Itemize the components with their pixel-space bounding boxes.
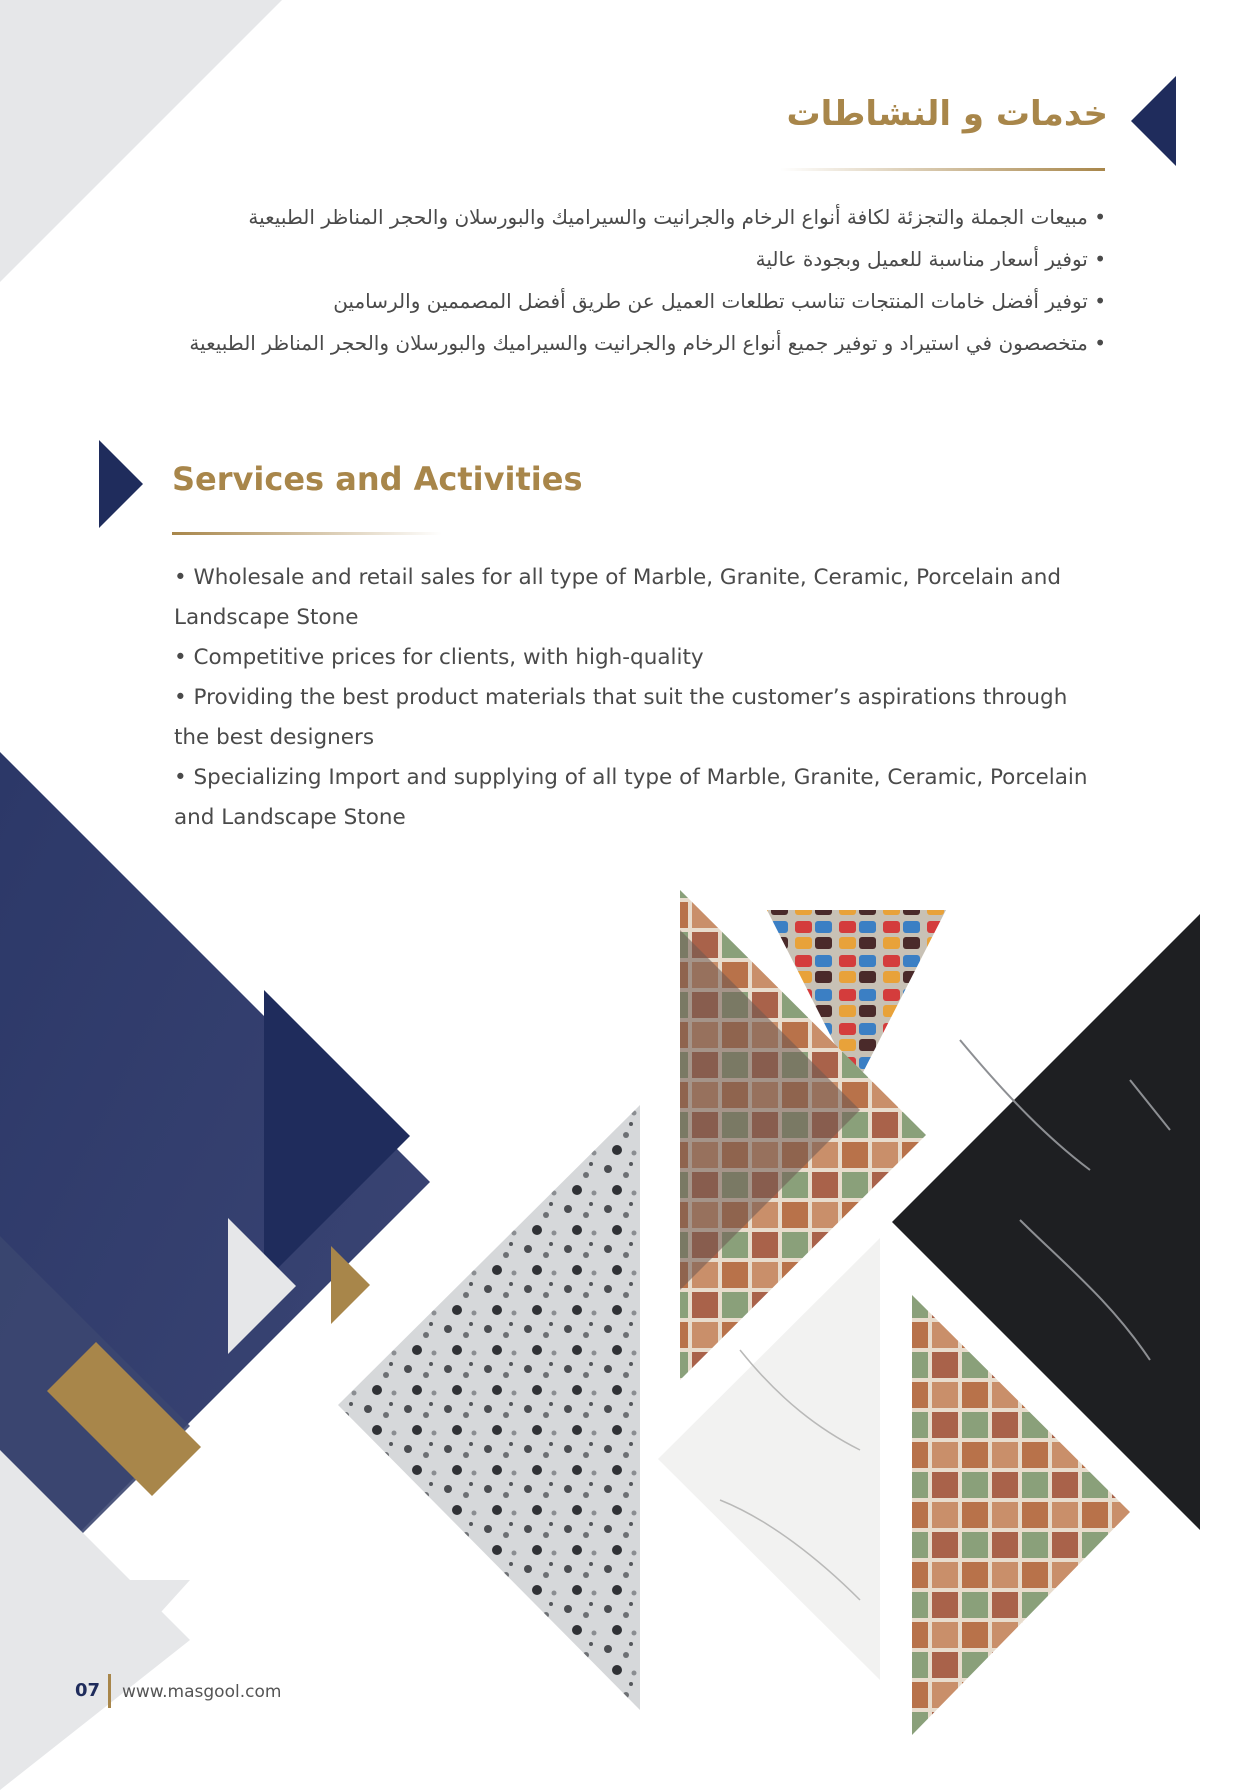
footer-divider — [108, 1674, 111, 1708]
english-service-item-3: • Providing the best product materials that suit the customer’s aspirations through the best designers — [174, 678, 1106, 758]
page-number: 07 — [75, 1680, 101, 1701]
english-service-item-4: • Specializing Import and supplying of all type of Marble, Granite, Ceramic, Porcelain and Landscape Stone — [174, 758, 1106, 838]
arabic-service-item-3: • توفير أفضل خامات المنتجات تناسب تطلعات العميل عن طريق أفضل المصممين والرسامين — [156, 280, 1106, 322]
english-section-title: Services and Activities — [172, 460, 583, 498]
arabic-service-item-4: • متخصصون في استيراد و توفير جميع أنواع الرخام والجرانيت والسيراميك والبورسلان والحجر المناظر الطبيعية — [156, 322, 1106, 364]
arabic-section-title: خدمات و النشاطات — [786, 94, 1108, 134]
arabic-service-item-2: • توفير أسعار مناسبة للعميل وبجودة عالية — [156, 238, 1106, 280]
english-service-item-2: • Competitive prices for clients, with high-quality — [174, 638, 1106, 678]
english-title-underline — [172, 532, 442, 535]
website-link[interactable]: www.masgool.com — [122, 1682, 282, 1702]
arabic-title-underline — [780, 168, 1105, 171]
english-service-item-1: • Wholesale and retail sales for all type of Marble, Granite, Ceramic, Porcelain and Landscape Stone — [174, 558, 1106, 638]
english-services-list — [174, 558, 1106, 838]
arabic-services-list — [156, 196, 1106, 364]
arabic-service-item-1: • مبيعات الجملة والتجزئة لكافة أنواع الرخام والجرانيت والسيراميك والبورسلان والحجر المناظر الطبيعية — [156, 196, 1106, 238]
